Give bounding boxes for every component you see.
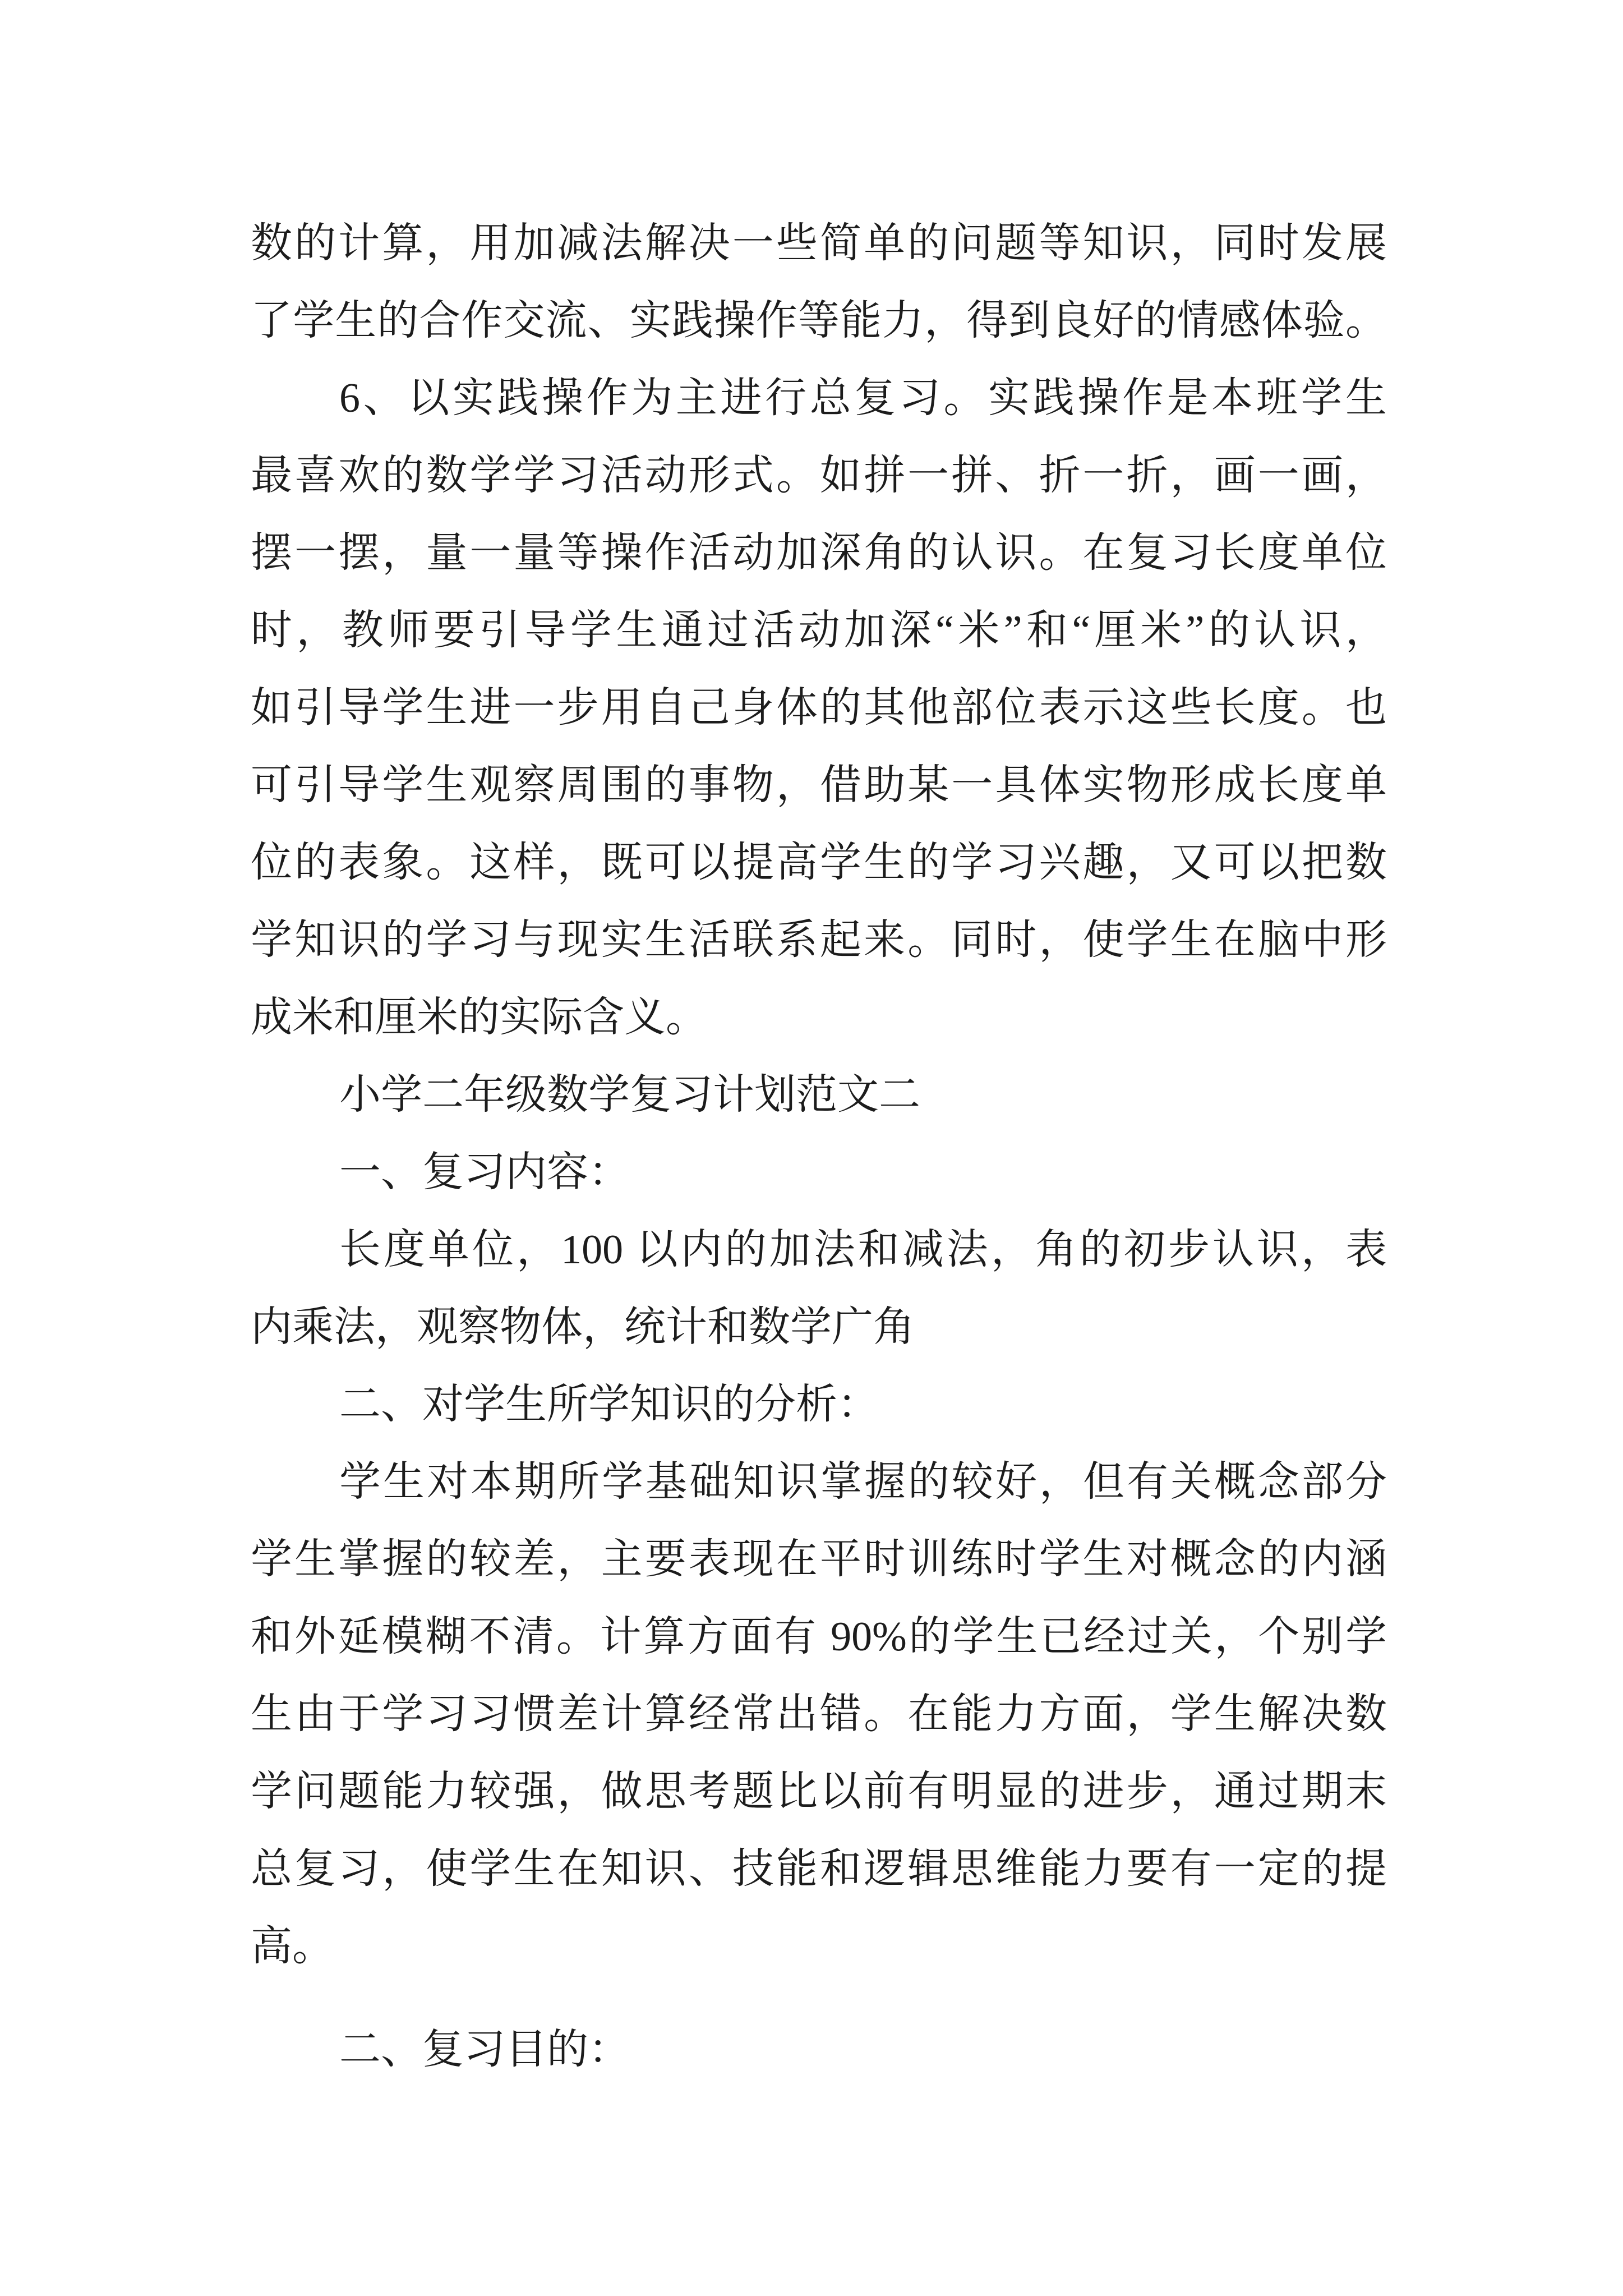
paragraph-item-6	[251, 360, 1387, 1056]
paragraph-line: 学问题能力较强，做思考题比以前有明显的进步，通过期末	[251, 1769, 1387, 1815]
paragraph-line: 6、以实践操作为主进行总复习。实践操作是本班学生	[339, 375, 1387, 421]
document-body	[251, 205, 1387, 2088]
paragraph-continuation	[251, 205, 1387, 360]
paragraph-line: 学生对本期所学基础知识掌握的较好，但有关概念部分	[339, 1459, 1387, 1505]
paragraph-knowledge-analysis	[251, 1443, 1387, 1985]
heading-review-content	[251, 1134, 1387, 1211]
paragraph-review-content	[251, 1211, 1387, 1366]
paragraph-line: 时，教师要引导学生通过活动加深“米”和“厘米”的认识，	[251, 608, 1387, 654]
paragraph-line: 内乘法，观察物体，统计和数学广角	[251, 1304, 915, 1350]
paragraph-line: 成米和厘米的实际含义。	[251, 995, 707, 1041]
paragraph-line: 总复习，使学生在知识、技能和逻辑思维能力要有一定的提	[251, 1846, 1387, 1892]
section-title-text: 小学二年级数学复习计划范文二	[339, 1072, 920, 1118]
paragraph-line: 学生掌握的较差，主要表现在平时训练时学生对概念的内涵	[251, 1536, 1387, 1582]
paragraph-line: 长度单位，100 以内的加法和减法，角的初步认识，表	[339, 1227, 1387, 1273]
paragraph-line: 生由于学习习惯差计算经常出错。在能力方面，学生解决数	[251, 1691, 1387, 1737]
paragraph-line: 如引导学生进一步用自己身体的其他部位表示这些长度。也	[251, 685, 1387, 731]
paragraph-line: 摆一摆，量一量等操作活动加深角的认识。在复习长度单位	[251, 530, 1387, 576]
heading-knowledge-analysis	[251, 1366, 1387, 1443]
section-title	[251, 1056, 1387, 1134]
paragraph-line: 学知识的学习与现实生活联系起来。同时，使学生在脑中形	[251, 917, 1387, 963]
heading-text: 二、复习目的：	[339, 2027, 630, 2073]
paragraph-line: 了学生的合作交流、实践操作等能力，得到良好的情感体验。	[251, 298, 1387, 344]
heading-review-goals	[251, 2011, 1387, 2088]
paragraph-line: 高。	[251, 1924, 334, 1970]
heading-text: 一、复习内容：	[339, 1149, 630, 1195]
paragraph-line: 和外延模糊不清。计算方面有 90%的学生已经过关，个别学	[251, 1614, 1387, 1660]
paragraph-line: 可引导学生观察周围的事物，借助某一具体实物形成长度单	[251, 762, 1387, 808]
heading-text: 二、对学生所学知识的分析：	[339, 1382, 879, 1428]
paragraph-line: 位的表象。这样，既可以提高学生的学习兴趣，又可以把数	[251, 840, 1387, 886]
paragraph-line: 数的计算，用加减法解决一些简单的问题等知识，同时发展	[251, 220, 1387, 266]
paragraph-line: 最喜欢的数学学习活动形式。如拼一拼、折一折，画一画，	[251, 453, 1387, 499]
